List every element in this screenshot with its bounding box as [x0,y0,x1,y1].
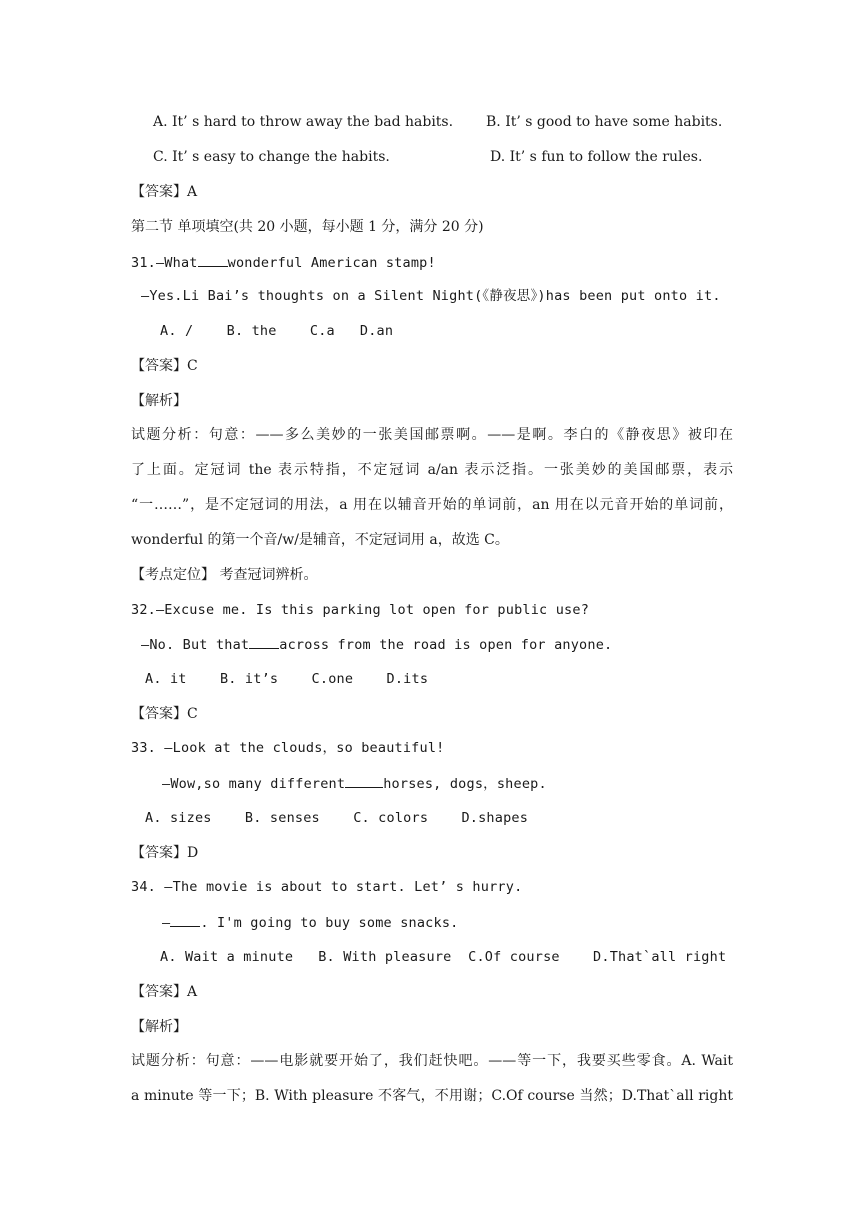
q31-analysis-line-4: wonderful 的第一个音/w/是辅音，不定冠词用 a，故选 C。 [131,532,509,548]
q31-prompt-post: wonderful American stamp! [227,255,436,271]
section-title: 第二节 单项填空(共 20 小题，每小题 1 分，满分 20 分) [131,219,484,235]
q32-reply [141,634,612,655]
q31-analysis-label: 【解析】 [131,393,187,409]
q31-point: 【考点定位】 考查冠词辨析。 [131,567,318,583]
q33-prompt: 33. —Look at the clouds，so beautiful! [131,740,445,756]
q33-blank [345,773,383,788]
q34-analysis-label: 【解析】 [131,1019,187,1035]
q30-answer: 【答案】A [131,184,198,200]
q30-option-d: D. It’ s fun to follow the rules. [490,149,703,165]
q32-reply-pre: —No. But that [141,637,250,653]
q31-prompt-pre: 31.—What [131,255,198,271]
q31-analysis-line-3: “一……”，是不定冠词的用法，a 用在以辅音开始的单词前，an 用在以元音开始的单词前， [131,497,733,513]
q34-blank [170,912,200,927]
q34-answer: 【答案】A [131,984,198,1000]
q33-reply-pre: —Wow,so many different [162,776,346,792]
q30-option-b: B. It’ s good to have some habits. [486,114,723,130]
q33-reply [162,773,547,794]
q31-analysis-line-2: 了上面。定冠词 the 表示特指，不定冠词 a/an 表示泛指。一张美妙的美国邮票，表示 [131,462,733,478]
q31-answer: 【答案】C [131,358,198,374]
q32-options: A. it B. it’s C.one D.its [145,671,429,687]
q34-options: A. Wait a minute B. With pleasure C.Of course D.That`all right [160,949,727,965]
q30-option-a: A. It’ s hard to throw away the bad habits. [153,114,454,130]
q31-blank [198,252,228,267]
q34-reply [162,912,459,933]
q34-analysis-line-2: a minute 等一下；B. With pleasure 不客气，不用谢；C.Of course 当然；D.That`all right [131,1088,733,1104]
q33-reply-post: horses, dogs，sheep. [383,776,547,792]
q31-options: A. / B. the C.a D.an [160,323,394,339]
q30-option-c: C. It’ s easy to change the habits. [153,149,390,165]
q34-analysis-line-1: 试题分析：句意：——电影就要开始了，我们赶快吧。——等一下，我要买些零食。A. Wait [131,1053,733,1069]
q32-blank [249,634,279,649]
q34-prompt: 34. —The movie is about to start. Let’ s hurry. [131,879,523,895]
q32-answer: 【答案】C [131,706,198,722]
q31-reply: —Yes.Li Bai’s thoughts on a Silent Night(《静夜思》)has been put onto it. [141,288,721,304]
q34-reply-pre: — [162,915,171,931]
q34-reply-post: . I'm going to buy some snacks. [200,915,459,931]
q33-answer: 【答案】D [131,845,199,861]
q33-options: A. sizes B. senses C. colors D.shapes [145,810,529,826]
q31-prompt [131,252,436,273]
q32-prompt: 32.—Excuse me. Is this parking lot open for public use? [131,602,590,618]
q32-reply-post: across from the road is open for anyone. [279,637,613,653]
q31-analysis-line-1: 试题分析：句意：——多么美妙的一张美国邮票啊。——是啊。李白的《静夜思》被印在 [131,427,733,443]
